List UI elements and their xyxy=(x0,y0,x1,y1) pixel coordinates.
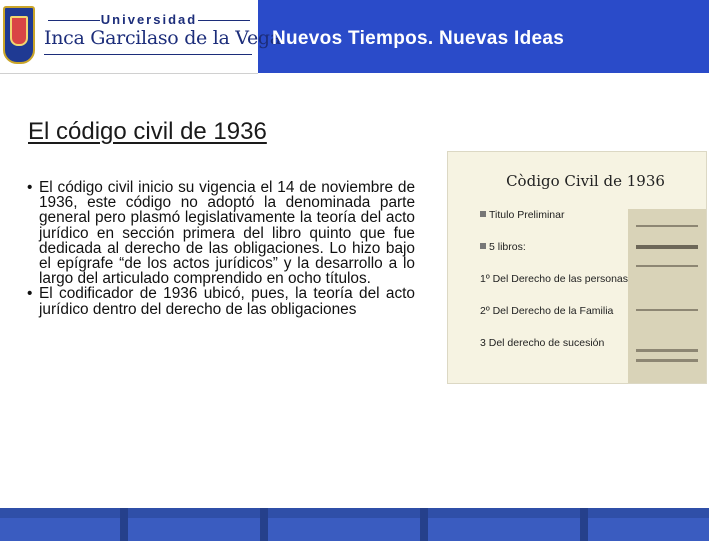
book-image-title: Còdigo Civil de 1936 xyxy=(506,172,665,190)
header-bar xyxy=(0,0,709,73)
book-image-list xyxy=(480,208,660,351)
logo-divider xyxy=(44,54,252,55)
crest-icon xyxy=(3,6,35,64)
book-item: Titulo Preliminar xyxy=(480,208,660,223)
header-slogan: Nuevos Tiempos. Nuevas Ideas xyxy=(272,28,565,49)
bullet-item: • El codificador de 1936 ubicó, pues, la teoría del acto jurídico dentro del derecho de las obligaciones xyxy=(27,286,415,316)
book-image xyxy=(447,151,707,384)
bullet-list xyxy=(27,180,415,317)
book-item: 2º Del Derecho de la Familia xyxy=(480,305,614,317)
book-item: 1º Del Derecho de las personas xyxy=(480,273,628,285)
university-name: Inca Garcilaso de la Vega xyxy=(44,27,281,49)
book-item: 5 libros: xyxy=(480,240,660,255)
bullet-item: • El código civil inicio su vigencia el 14 de noviembre de 1936, este código no adoptó la denominada parte general pero plasmó legislativamente la teoría del acto jurídico en sección primera del libro quinto que fue dedicada al derecho de las obligaciones. Lo hizo bajo el epígrafe “de los actos jurídicos” y la desarrollo a lo largo del articulado comprendido en ocho títulos. xyxy=(27,180,415,286)
university-small-text: Universidad xyxy=(44,12,254,28)
book-item: 3 Del derecho de sucesión xyxy=(480,337,605,349)
slide-title: El código civil de 1936 xyxy=(28,118,267,145)
footer-bar xyxy=(0,508,709,541)
university-logo xyxy=(0,0,281,74)
